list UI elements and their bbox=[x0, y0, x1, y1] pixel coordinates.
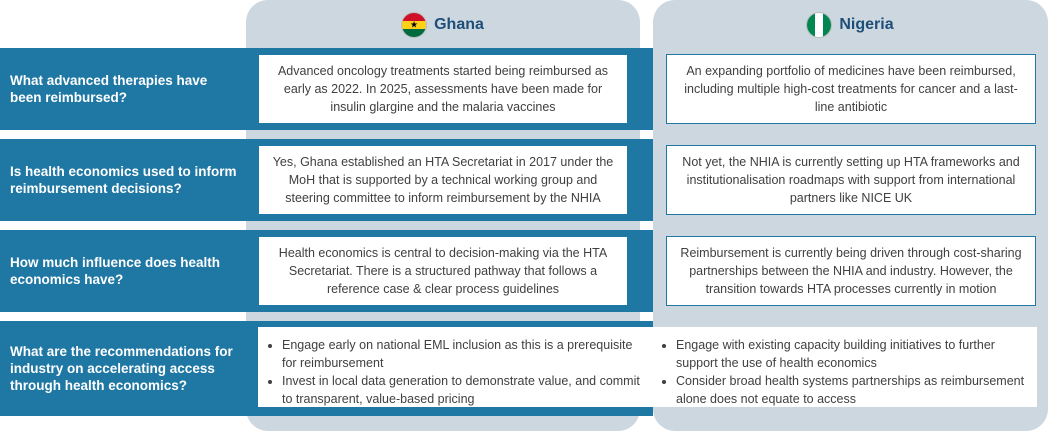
ghana-cell-1: Advanced oncology treatments started being reimbursed as early as 2022. In 2025, assessments have been made for insulin glargine and the malaria vaccines bbox=[258, 54, 628, 124]
nigeria-cell-1: An expanding portfolio of medicines have been reimbursed, including multiple high-cost treatments for cancer and a last-line antibiotic bbox=[666, 54, 1036, 124]
nigeria-recommendations bbox=[652, 327, 1037, 407]
ghana-column-title: Ghana bbox=[434, 16, 484, 33]
list-item: • Consider broad health systems partnerships as reimbursement alone does not equate to access bbox=[676, 372, 1027, 408]
nigeria-cell-2: Not yet, the NHIA is currently setting up HTA frameworks and institutionalisation roadmaps with support from international partners like NICE UK bbox=[666, 145, 1036, 215]
nigeria-column-title: Nigeria bbox=[839, 16, 894, 33]
nigeria-column-header bbox=[653, 10, 1048, 40]
row-question-3: How much influence does health economics have? bbox=[10, 255, 221, 287]
ghana-flag-icon: ★ bbox=[402, 13, 426, 37]
ghana-column-header bbox=[246, 10, 640, 40]
list-item: • Engage with existing capacity building initiatives to further support the use of health economics bbox=[676, 336, 1027, 372]
row-question-2: Is health economics used to inform reimbursement decisions? bbox=[10, 164, 237, 196]
row-question-4: What are the recommendations for industry on accelerating access through health economics? bbox=[10, 344, 233, 393]
ghana-recommendations bbox=[258, 327, 652, 407]
nigeria-cell-3: Reimbursement is currently being driven through cost-sharing partnerships between the NHIA and industry. However, the transition towards HTA processes currently in motion bbox=[666, 236, 1036, 306]
list-item: • Invest in local data generation to demonstrate value, and commit to transparent, value-based pricing bbox=[282, 372, 642, 408]
nigeria-flag-icon bbox=[807, 13, 831, 37]
list-item: • Engage early on national EML inclusion as this is a prerequisite for reimbursement bbox=[282, 336, 642, 372]
ghana-cell-2: Yes, Ghana established an HTA Secretariat in 2017 under the MoH that is supported by a technical working group and steering committee to inform reimbursement by the NHIA bbox=[258, 145, 628, 215]
row-question-1: What advanced therapies have been reimbursed? bbox=[10, 73, 208, 105]
ghana-cell-3: Health economics is central to decision-making via the HTA Secretariat. There is a structured pathway that follows a reference case & clear process guidelines bbox=[258, 236, 628, 306]
